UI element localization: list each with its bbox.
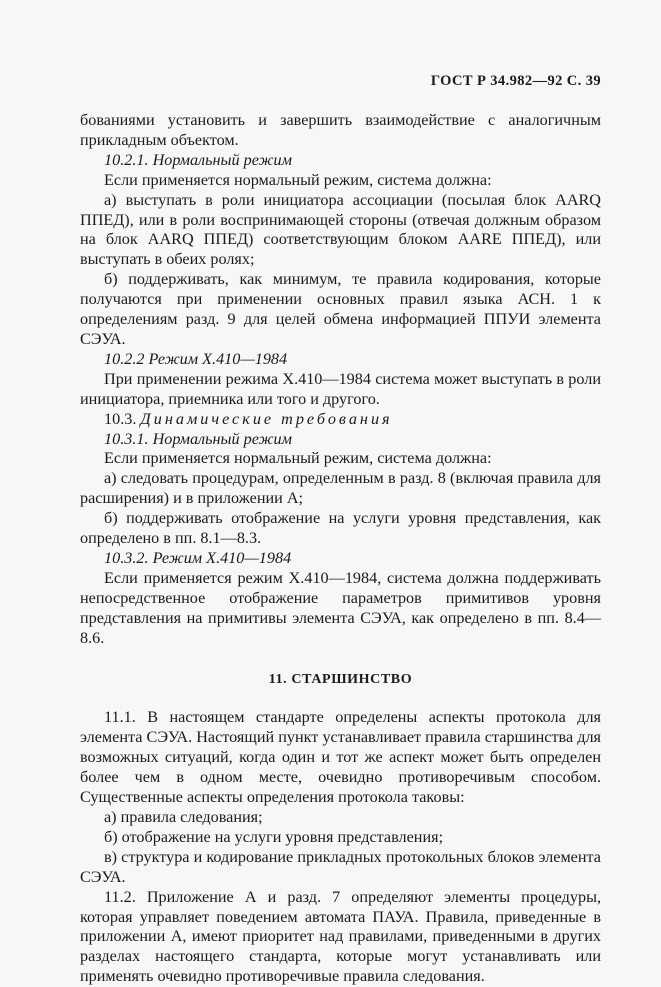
section-number: 10.3. xyxy=(104,409,137,428)
section-title: Динамические требования xyxy=(140,409,393,428)
paragraph: Если применяется режим Х.410—1984, система должна поддерживать непосредственное отображение параметров примитивов уровня представления на примитивы элемента СЭУА, как определено в пп. 8.4—8.6. xyxy=(80,568,601,647)
list-item: б) отображение на услуги уровня представления; xyxy=(104,827,444,846)
section-title-precedence: 11. СТАРШИНСТВО xyxy=(268,672,413,688)
paragraph: При применении режима Х.410—1984 система может выступать в роли инициатора, приемника или того и другого. xyxy=(80,369,601,408)
list-item: а) выступать в роли инициатора ассоциации (посылая блок AARQ ППЕД), или в роли воспринимающей стороны (отвечая должным образом на блок AARQ ППЕД) соответствующим блоком AARE ППЕД), или выступать в обеих ролях; xyxy=(80,190,601,269)
section-heading-dynamic xyxy=(80,410,601,430)
paragraph: Если применяется нормальный режим, система должна: xyxy=(104,449,492,468)
list-item: б) поддерживать, как минимум, те правила кодирования, которые получаются при применении основных правил языка АСН. 1 к определениям разд. 9 для целей обмена информацией ППУИ элемента СЭУА. xyxy=(80,270,601,348)
subsection-heading: 10.3.1. Нормальный режим xyxy=(104,429,292,448)
paragraph: 11.1. В настоящем стандарте определены аспекты протокола для элемента СЭУА. Настоящий пункт устанавливает правила старшинства для возможных ситуаций, когда один и тот же аспект может быть определен более чем в одном месте, очевидно противоречивым способом. Существенные аспекты определения протокола таковы: xyxy=(80,708,601,807)
list-item: а) правила следования; xyxy=(104,808,263,826)
list-item: в) структура и кодирование прикладных протокольных блоков элемента СЭУА. xyxy=(80,847,601,886)
paragraph: 11.2. Приложение А и разд. 7 определяют элементы процедуры, которая управляет поведением автомата ПАУА. Правила, приведенные в приложении А, имеют приоритет над правилами, приведенными в других разделах настоящего стандарта, которые могут устанавливать или применять очевидно противоречивые правила следования. xyxy=(80,887,601,986)
list-item: б) поддерживать отображение на услуги уровня представления, как определено в пп. 8.1—8.3. xyxy=(80,509,601,548)
subsection-heading: 10.3.2. Режим Х.410—1984 xyxy=(104,548,292,567)
page-body xyxy=(80,111,601,987)
paragraph: бованиями установить и завершить взаимодействие с аналогичным прикладным объектом. xyxy=(80,111,601,149)
page-header: ГОСТ Р 34.982—92 С. 39 xyxy=(430,73,601,89)
paragraph: Если применяется нормальный режим, система должна: xyxy=(104,170,492,189)
subsection-heading: 10.2.2 Режим Х.410—1984 xyxy=(104,349,288,368)
list-item: а) следовать процедурам, определенным в разд. 8 (включая правила для расширения) и в приложении А; xyxy=(80,469,601,508)
subsection-heading: 10.2.1. Нормальный режим xyxy=(104,150,292,169)
